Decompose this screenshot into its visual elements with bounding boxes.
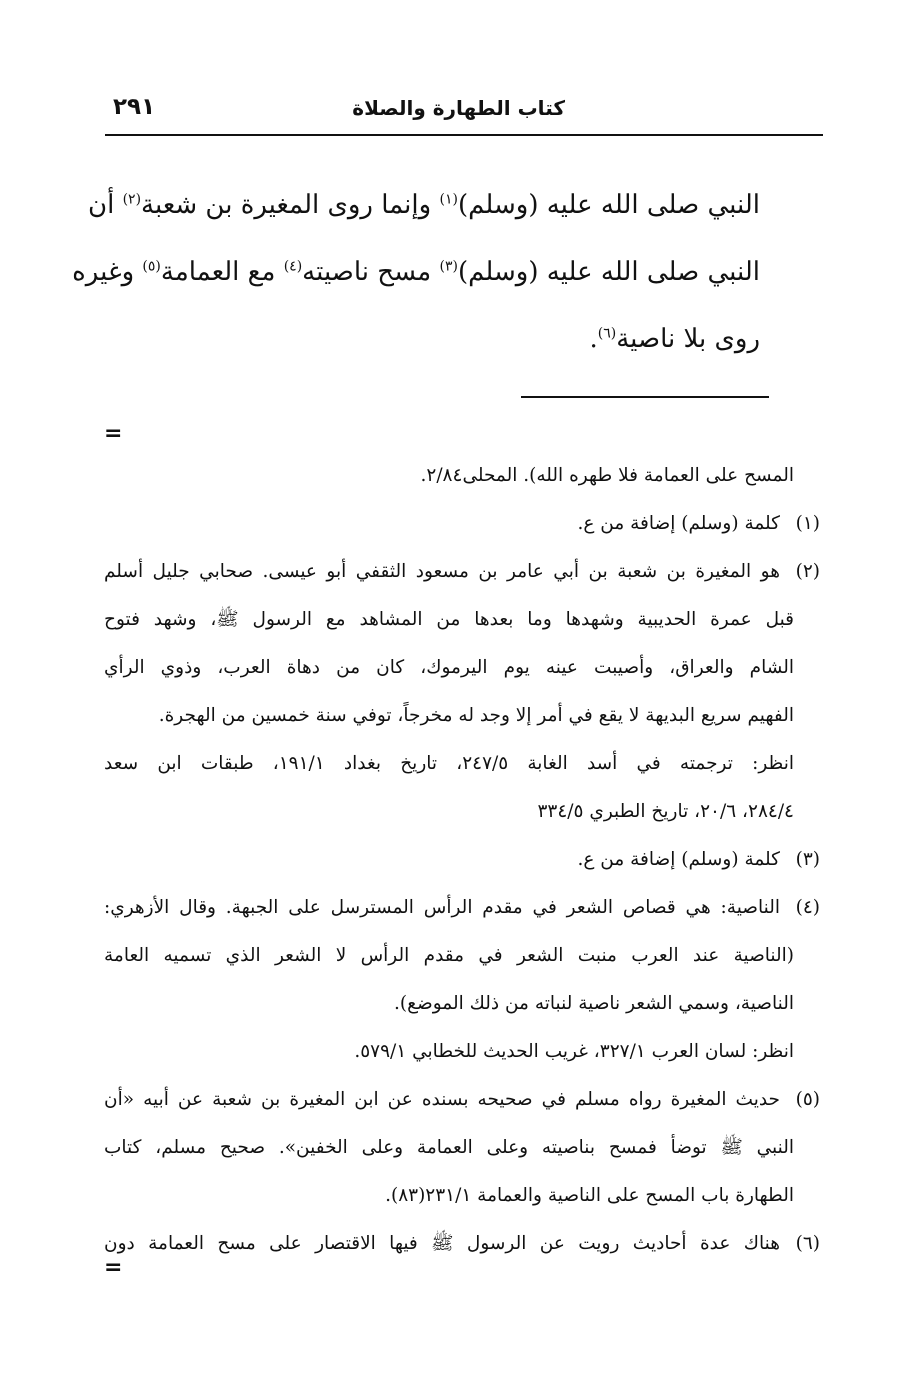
footnote-ref: (٣) <box>439 258 458 275</box>
footnote-4 <box>104 884 820 1076</box>
main-text-line: النبي صلى الله عليه (وسلم)$^{(٣)}$ مسح ناصيته$^{(٤)}$ مع العمامة$^{(٥)}$ وغيره <box>72 257 760 287</box>
footnotes <box>104 452 820 1268</box>
main-text-line: النبي صلى الله عليه (وسلم)$^{(١)}$ وإنما روى المغيرة بن شعبة$^{(٢)}$ أن <box>87 190 760 220</box>
footnote-line: الطهارة باب المسح على الناصية والعمامة ٢٣١/١(٨٣). <box>385 1185 794 1206</box>
footnote-line: المسح على العمامة فلا طهره الله). المحلى٢/٨٤. <box>420 465 794 486</box>
footnote-line: كلمة (وسلم) إضافة من ع. <box>577 849 780 870</box>
footnote-number: (٤) <box>795 897 820 918</box>
footnote-line: هناك عدة أحاديث رويت عن الرسول ﷺ فيها الاقتصار على مسح العمامة دون <box>104 1233 780 1254</box>
footnote-2 <box>104 548 820 836</box>
footnote-1 <box>104 500 820 548</box>
footnote-line: كلمة (وسلم) إضافة من ع. <box>577 513 780 534</box>
footnote-number: (٣) <box>795 849 820 870</box>
footnote-number: (٦) <box>795 1233 820 1254</box>
chapter-title: كتاب الطهارة والصلاة <box>352 96 565 120</box>
footnote-separator <box>521 396 769 398</box>
footnote-line: النبي ﷺ توضأ فمسح بناصيته وعلى العمامة وعلى الخفين». صحيح مسلم، كتاب <box>104 1137 794 1158</box>
footnote-number: (٢) <box>795 561 820 582</box>
footnote-line: انظر: ترجمته في أسد الغابة ٢٤٧/٥، تاريخ بغداد ١٩١/١، طبقات ابن سعد <box>104 753 794 774</box>
footnote-ref: (٥) <box>142 258 161 275</box>
footnote-ref: (١) <box>439 191 458 208</box>
footnote-line: الفهيم سريع البديهة لا يقع في أمر إلا وجد له مخرجاً، توفي سنة خمسين من الهجرة. <box>158 705 794 726</box>
footnote-line: ٢٨٤/٤، ٢٠/٦، تاريخ الطبري ٣٣٤/٥ <box>537 801 794 822</box>
footnote-continued <box>104 452 820 500</box>
footnote-line: انظر: لسان العرب ٣٢٧/١، غريب الحديث للخطابي ٥٧٩/١. <box>354 1041 794 1062</box>
header-rule <box>105 134 823 136</box>
running-header <box>105 92 823 132</box>
footnote-line: (الناصية عند العرب منبت الشعر في مقدم الرأس لا الشعر الذي تسميه العامة <box>104 945 794 966</box>
footnote-line: حديث المغيرة رواه مسلم في صحيحه بسنده عن ابن المغيرة بن شعبة عن أبيه «أن <box>104 1089 780 1110</box>
footnote-ref: (٤) <box>283 258 303 275</box>
main-text-line: روى بلا ناصية$^{(٦)}$. <box>589 324 760 354</box>
footnote-line: الناصية، وسمي الشعر ناصية لنباته من ذلك الموضع). <box>394 993 794 1014</box>
footnote-6 <box>104 1220 820 1268</box>
page-number: ٢٩١ <box>113 94 156 120</box>
footnote-line: الشام والعراق، وأصيبت عينه يوم اليرموك، كان من دهاة العرب، وذوي الرأي <box>104 657 794 678</box>
footnote-line: هو المغيرة بن شعبة بن أبي عامر بن مسعود الثقفي أبو عيسى. صحابي جليل أسلم <box>104 561 780 582</box>
footnote-ref: (٦) <box>597 325 617 342</box>
footnote-5 <box>104 1076 820 1220</box>
footnote-3 <box>104 836 820 884</box>
continuation-marker-bottom: = <box>104 1255 123 1280</box>
footnote-number: (٥) <box>795 1089 820 1110</box>
continuation-marker-top: = <box>104 421 123 446</box>
footnote-number: (١) <box>795 513 820 534</box>
footnote-line: الناصية: هي قصاص الشعر في مقدم الرأس المسترسل على الجبهة. وقال الأزهري: <box>104 897 780 918</box>
footnote-ref: (٢) <box>122 191 142 208</box>
main-text <box>72 172 760 373</box>
footnote-line: قبل عمرة الحديبية وشهدها وما بعدها من المشاهد مع الرسول ﷺ، وشهد فتوح <box>104 609 794 630</box>
